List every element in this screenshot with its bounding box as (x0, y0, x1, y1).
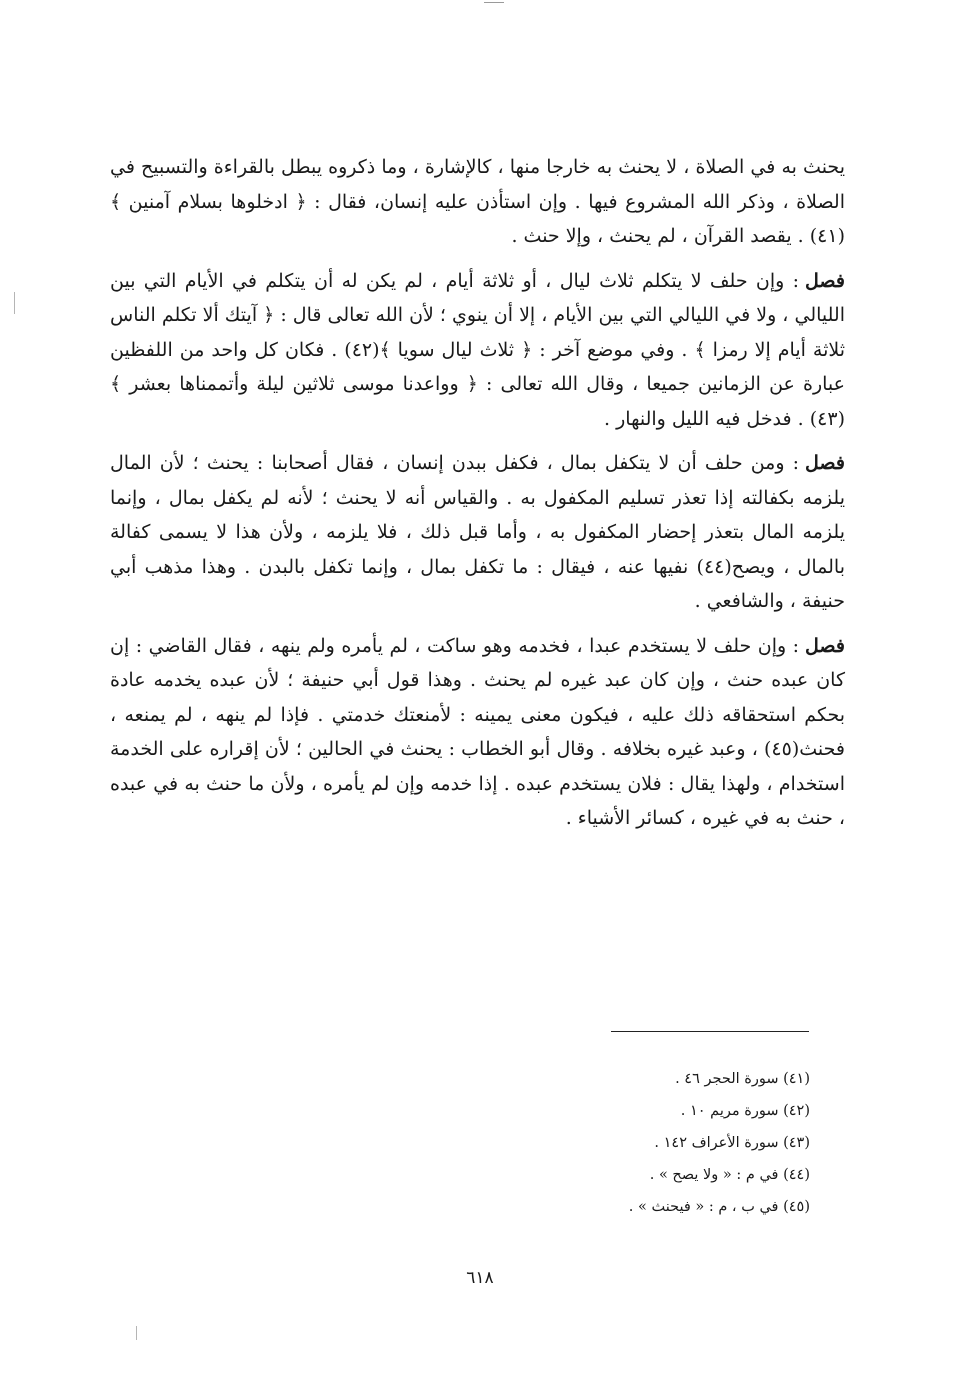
section-heading: فصل (805, 452, 845, 474)
footnote-separator (611, 1031, 809, 1032)
page-number: ٦١٨ (466, 1268, 494, 1288)
paragraph-text: : ومن حلف أن لا يتكفل بمال ، فكفل ببدن إنسان ، فقال أصحابنا : يحنث ؛ لأن المال يلزمه بكفالته إذا تعذر تسليم المكفول به . والقياس أنه لا يحنث ؛ لأنه لم يكفل بمال ، وإنما يلزمه المال بتعذر إحضار المكفول به ، وأما قبل ذلك ، فلا يلزمه ، ولأن هذا لا يسمى كفالة بالمال ، ويصح(٤٤) نفيها عنه ، فيقال : ما تكفل بمال ، وإنما تكفل بالبدن . وهذا مذهب أبي حنيفة ، والشافعي . (110, 452, 845, 612)
left-margin-mark (14, 292, 15, 314)
footnotes (440, 1063, 810, 1223)
top-scan-mark (484, 2, 504, 3)
footnote-44: (٤٤) في م : « ولا يصح » . (649, 1167, 810, 1183)
paragraph-1 (110, 150, 845, 254)
footnote-41: (٤١) سورة الحجر ٤٦ . (675, 1071, 810, 1087)
paragraph-2 (110, 264, 845, 437)
section-heading: فصل (805, 634, 845, 657)
section-heading: فصل (805, 269, 845, 292)
paragraph-text: يحنث به في الصلاة ، لا يحنث به خارجا منها ، كالإشارة ، وما ذكروه يبطل بالقراءة والتسبيح في الصلاة ، وذكر الله المشروع فيها . وإن استأذن عليه إنسان، فقال : ﴿ ادخلوها بسلام آمنين ﴾(٤١) . يقصد القرآن ، لم يحنث ، وإلا حنث . (110, 156, 845, 247)
page-body (110, 150, 845, 846)
paragraph-text: : وإن حلف لا يتكلم ثلاث ليال ، أو ثلاثة أيام ، لم يكن له أن يتكلم في الأيام التي بين الليالي ، ولا في الليالي التي بين الأيام ، إلا أن ينوي ؛ لأن الله تعالى قال : ﴿ آيتك ألا تكلم الناس ثلاثة أيام إلا رمزا ﴾ . وفي موضع آخر : ﴿ ثلاث ليال سويا ﴾(٤٢) . فكان كل واحد من اللفظين عبارة عن الزمانين جميعا ، وقال الله تعالى : ﴿ وواعدنا موسى ثلاثين ليلة وأتممناها بعشر ﴾(٤٣) . فدخل فيه الليل والنهار . (110, 269, 845, 430)
paragraph-3 (110, 446, 845, 619)
paragraph-4 (110, 629, 845, 836)
left-margin-mark-bottom (136, 1326, 137, 1340)
footnote-42: (٤٢) سورة مريم ١٠ . (680, 1103, 810, 1119)
paragraph-text: : وإن حلف لا يستخدم عبدا ، فخدمه وهو ساكت ، لم يأمره ولم ينهه ، فقال القاضي : إن كان عبده حنث ، وإن كان عبد غيره لم يحنث . وهذا قول أبي حنيفة ؛ لأن عبده يخدمه عادة بحكم استحقاقه ذلك عليه ، فيكون معنى يمينه : لأمنعتك خدمتي . فإذا لم ينهه ، لم يمنعه ، فحنث(٤٥) ، وعبد غيره بخلافه . وقال أبو الخطاب : يحنث في الحالين ؛ لأن إقراره على الخدمة استخدام ، ولهذا يقال : فلان يستخدم عبده . إذا خدمه وإن لم يأمره ، ولأن ما حنث به في عبده ، حنث به في غيره ، كسائر الأشياء . (110, 634, 845, 829)
footnote-45: (٤٥) في ب ، م : « فيحنث » . (628, 1199, 810, 1215)
footnote-43: (٤٣) سورة الأعراف ١٤٢ . (654, 1135, 810, 1151)
